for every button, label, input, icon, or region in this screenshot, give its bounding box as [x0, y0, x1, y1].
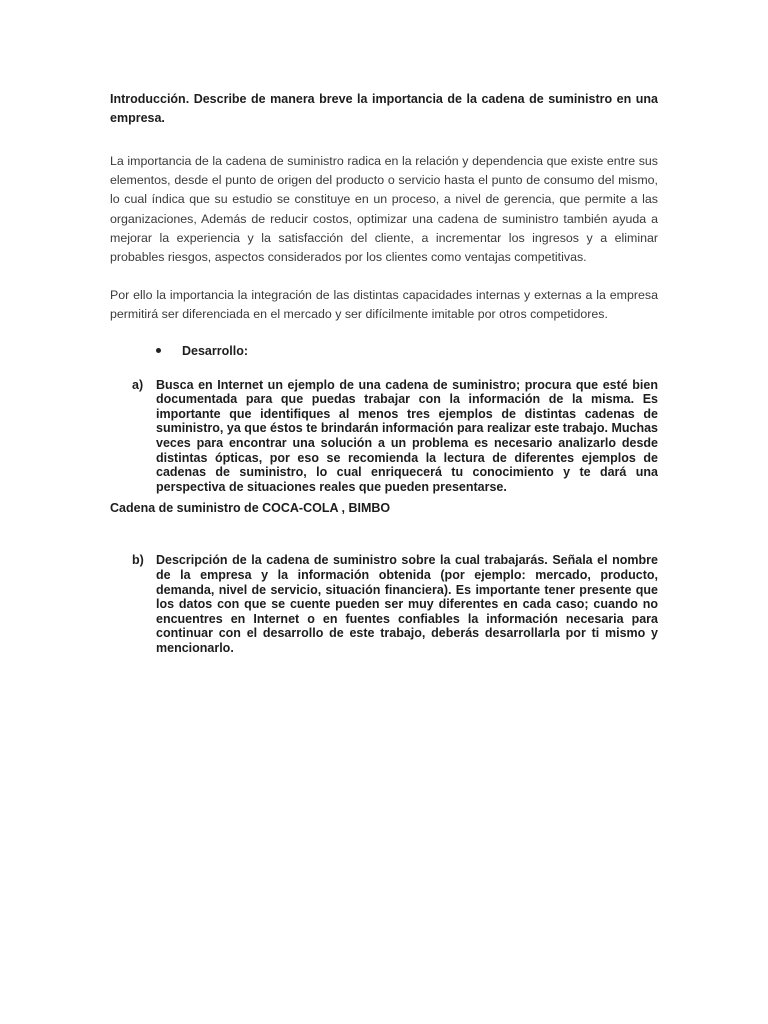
document-title: Introducción. Describe de manera breve la importancia de la cadena de suministro en una empresa. [110, 92, 658, 125]
task-b-text: Descripción de la cadena de suministro sobre la cual trabajarás. Señala el nombre de la empresa y la información obtenida (por ejemplo: mercado, producto, demanda, nivel de servicio, situación financiera). Es importante tener presente que los datos con que se cuente pueden ser muy diferentes en cada caso; cuando no encuentres en Internet o en fuentes confiables la información necesaria para continuar con el desarrollo de este trabajo, deberás desarrollarla por ti mismo y mencionarlo. [156, 553, 658, 655]
development-heading: Desarrollo: [182, 343, 248, 358]
task-b [110, 553, 658, 655]
development-bullet [156, 344, 658, 358]
task-a-text: Busca en Internet un ejemplo de una cadena de suministro; procura que esté bien documentada para que puedas trabajar con la información de la misma. Es importante que identifiques al menos tres ejemplos de distintas cadenas de suministro, ya que éstos te brindarán información para realizar este trabajo. Muchas veces para encontrar una solución a un problema es necesario analizarlo desde distintas ópticas, por eso se recomienda la lectura de diferentes ejemplos de cadenas de suministro, lo cual enriquecerá tu conocimiento y te dará una perspectiva de situaciones reales que pueden presentarse. [156, 377, 658, 494]
integration-paragraph: Por ello la importancia la integración de las distintas capacidades internas y externas a la empresa permitirá ser diferenciada en el mercado y ser difícilmente imitable por otros competidores. [110, 288, 658, 322]
bullet-icon [156, 348, 161, 353]
task-a-marker: a) [132, 377, 144, 392]
document-page [110, 90, 658, 662]
intro-paragraph: La importancia de la cadena de suministro radica en la relación y dependencia que existe entre sus elementos, desde el punto de origen del producto o servicio hasta el punto de consumo del mismo, lo cual índica que su estudio se constituye en un proceso, a nivel de gerencia, que permite a las organizaciones, Además de reducir costos, optimizar una cadena de suministro también ayuda a mejorar la experiencia y la satisfacción del cliente, a incrementar los ingresos y a eliminar probables riesgos, aspectos considerados por los clientes como ventajas competitivas. [110, 154, 658, 265]
task-b-marker: b) [132, 553, 144, 568]
supply-chain-companies: Cadena de suministro de COCA-COLA , BIMBO [110, 501, 391, 516]
task-a [110, 378, 658, 495]
